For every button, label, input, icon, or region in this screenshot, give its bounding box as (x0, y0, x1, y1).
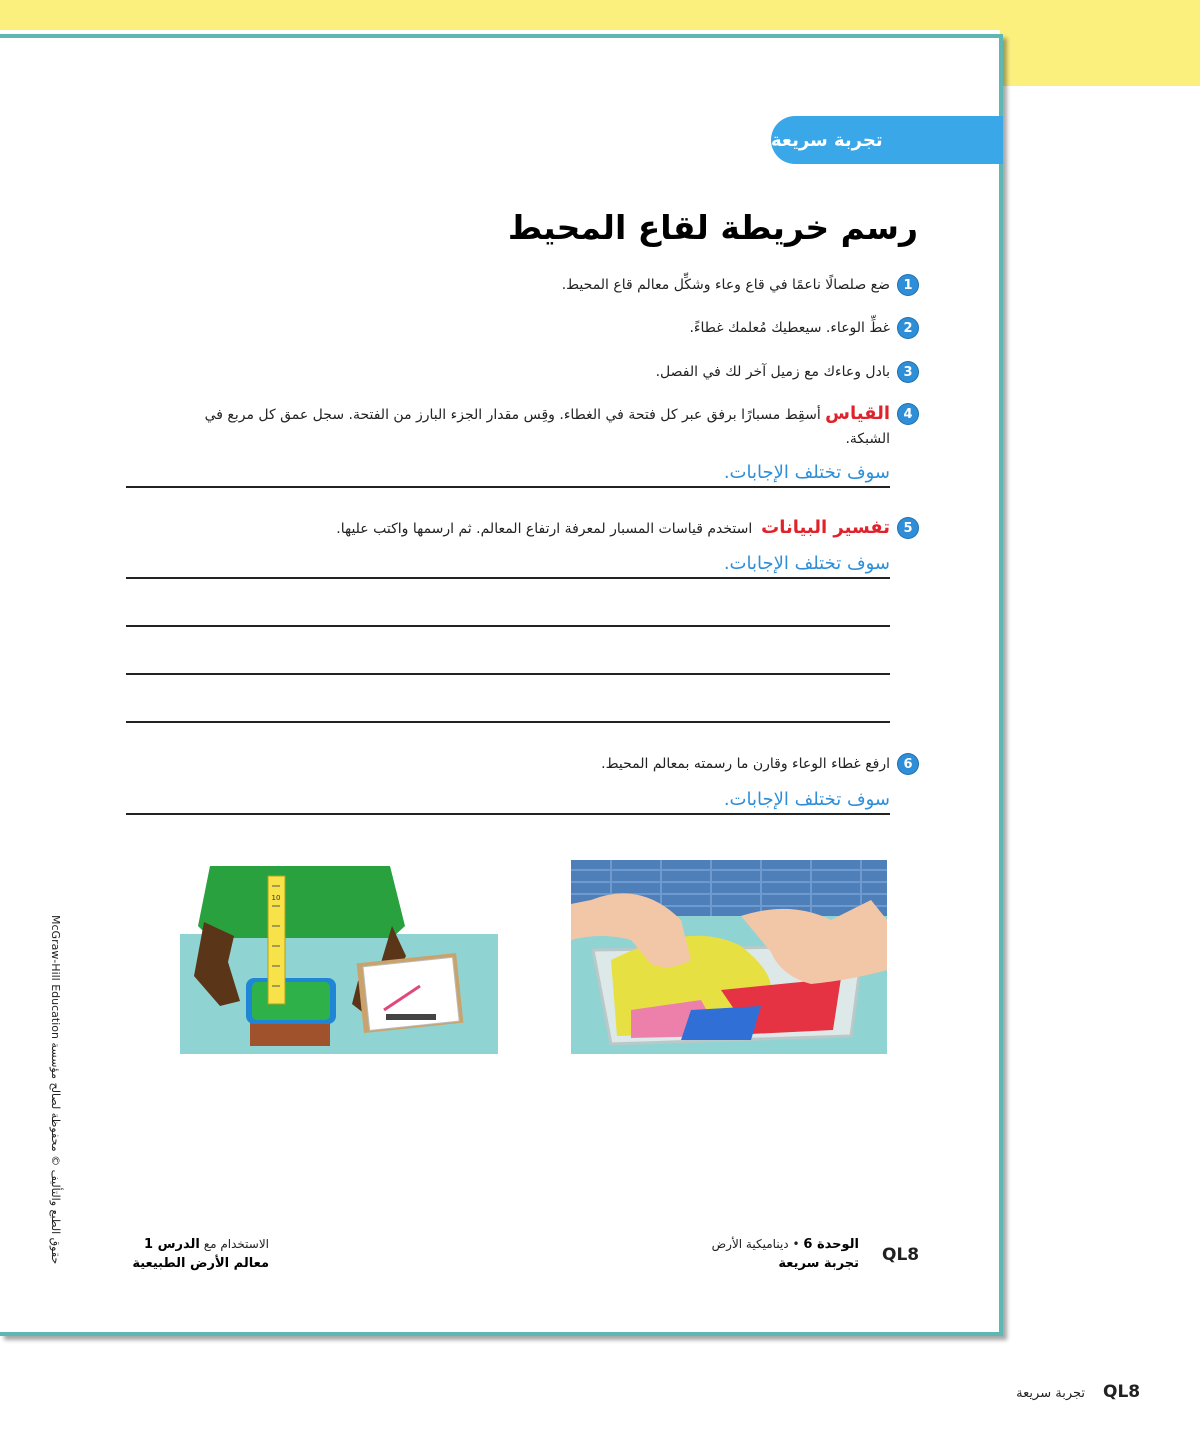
page-title: رسم خريطة لقاع المحيط (507, 208, 918, 247)
footer-unit-label: الوحدة 6 (803, 1237, 859, 1252)
answer-line-5b (126, 625, 890, 627)
copyright-vertical-text (44, 915, 66, 1265)
footer-unit-sub (778, 1256, 859, 1271)
step-5-body: استخدم قياسات المسبار لمعرفة ارتفاع المعالم. ثم ارسمها واكتب عليها. (336, 521, 753, 537)
step-6-text: ارفع غطاء الوعاء وقارن ما رسمته بمعالم المحيط. (601, 756, 890, 772)
probe-measurement-photo (180, 866, 498, 1054)
step-number-6: 6 (898, 754, 918, 774)
footer-lesson-label: الدرس 1 (144, 1237, 200, 1252)
bottom-page-code: QL8 (1103, 1382, 1141, 1402)
answer-step-6: سوف تختلف الإجابات. (723, 789, 890, 810)
answer-line-5c (126, 673, 890, 675)
footer-unit-line (712, 1237, 859, 1252)
step-3-text: بادل وعاءك مع زميل آخر لك في الفصل. (655, 364, 890, 380)
step-1-text: ضع صلصالًا ناعمًا في قاع وعاء وشكِّل معالم قاع المحيط. (561, 277, 890, 293)
footer-use-with: الاستخدام مع (203, 1237, 269, 1251)
answer-step-5: سوف تختلف الإجابات. (723, 553, 890, 574)
step-3 (656, 363, 918, 384)
right-yellow-block (1000, 0, 1200, 86)
step-6 (601, 755, 918, 776)
step-5-text (336, 516, 890, 541)
step-2-text: غطِّ الوعاء. سيعطيك مُعلمك غطاءً. (689, 320, 890, 336)
step-4-body: أسقِط مسبارًا برفق عبر كل فتحة في الغطاء. وقِس مقدار الجزء البارز من الفتحة. سجل عمق كل مربع في الشبكة. (204, 407, 890, 447)
footer-unit-sub-label: تجربة سريعة (778, 1256, 859, 1271)
step-2 (689, 319, 918, 340)
footer-unit-name: ديناميكية الأرض (711, 1237, 789, 1251)
step-number-1: 1 (898, 275, 918, 295)
answer-line-5d (126, 721, 890, 723)
step-5 (336, 519, 918, 541)
step-number-3: 3 (898, 362, 918, 382)
footer-page-code: QL8 (882, 1245, 920, 1265)
clay-photo-illustration (571, 860, 887, 1054)
ruler-tick-label: 10 (271, 894, 281, 902)
footer-lesson-line (144, 1237, 269, 1252)
keyword-measure: القياس (825, 403, 890, 424)
answer-line-5a (126, 577, 890, 579)
keyword-interpret-data: تفسير البيانات (761, 517, 890, 538)
answer-line-4 (126, 486, 890, 488)
footer-bullet: • (792, 1237, 800, 1251)
answer-step-4: سوف تختلف الإجابات. (723, 462, 890, 483)
copyright-text: McGraw-Hill Education حقوق الطبع والتأليف © محفوظة لصالح مؤسسة (49, 915, 62, 1265)
answer-line-6 (126, 813, 890, 815)
bottom-label: تجربة سريعة (1016, 1386, 1085, 1401)
quick-lab-tag-label: تجربة سريعة (771, 129, 883, 151)
step-4-text (178, 402, 890, 451)
step-number-5: 5 (898, 518, 918, 538)
footer-lesson-name-line (132, 1256, 269, 1271)
step-4 (178, 405, 918, 451)
probe-photo-illustration (180, 866, 498, 1054)
quick-lab-tag (771, 116, 1003, 164)
footer-lesson-name: معالم الأرض الطبيعية (132, 1256, 269, 1271)
step-1 (562, 276, 918, 297)
step-number-4: 4 (898, 404, 918, 424)
step-number-2: 2 (898, 318, 918, 338)
clay-container-photo (571, 860, 887, 1054)
